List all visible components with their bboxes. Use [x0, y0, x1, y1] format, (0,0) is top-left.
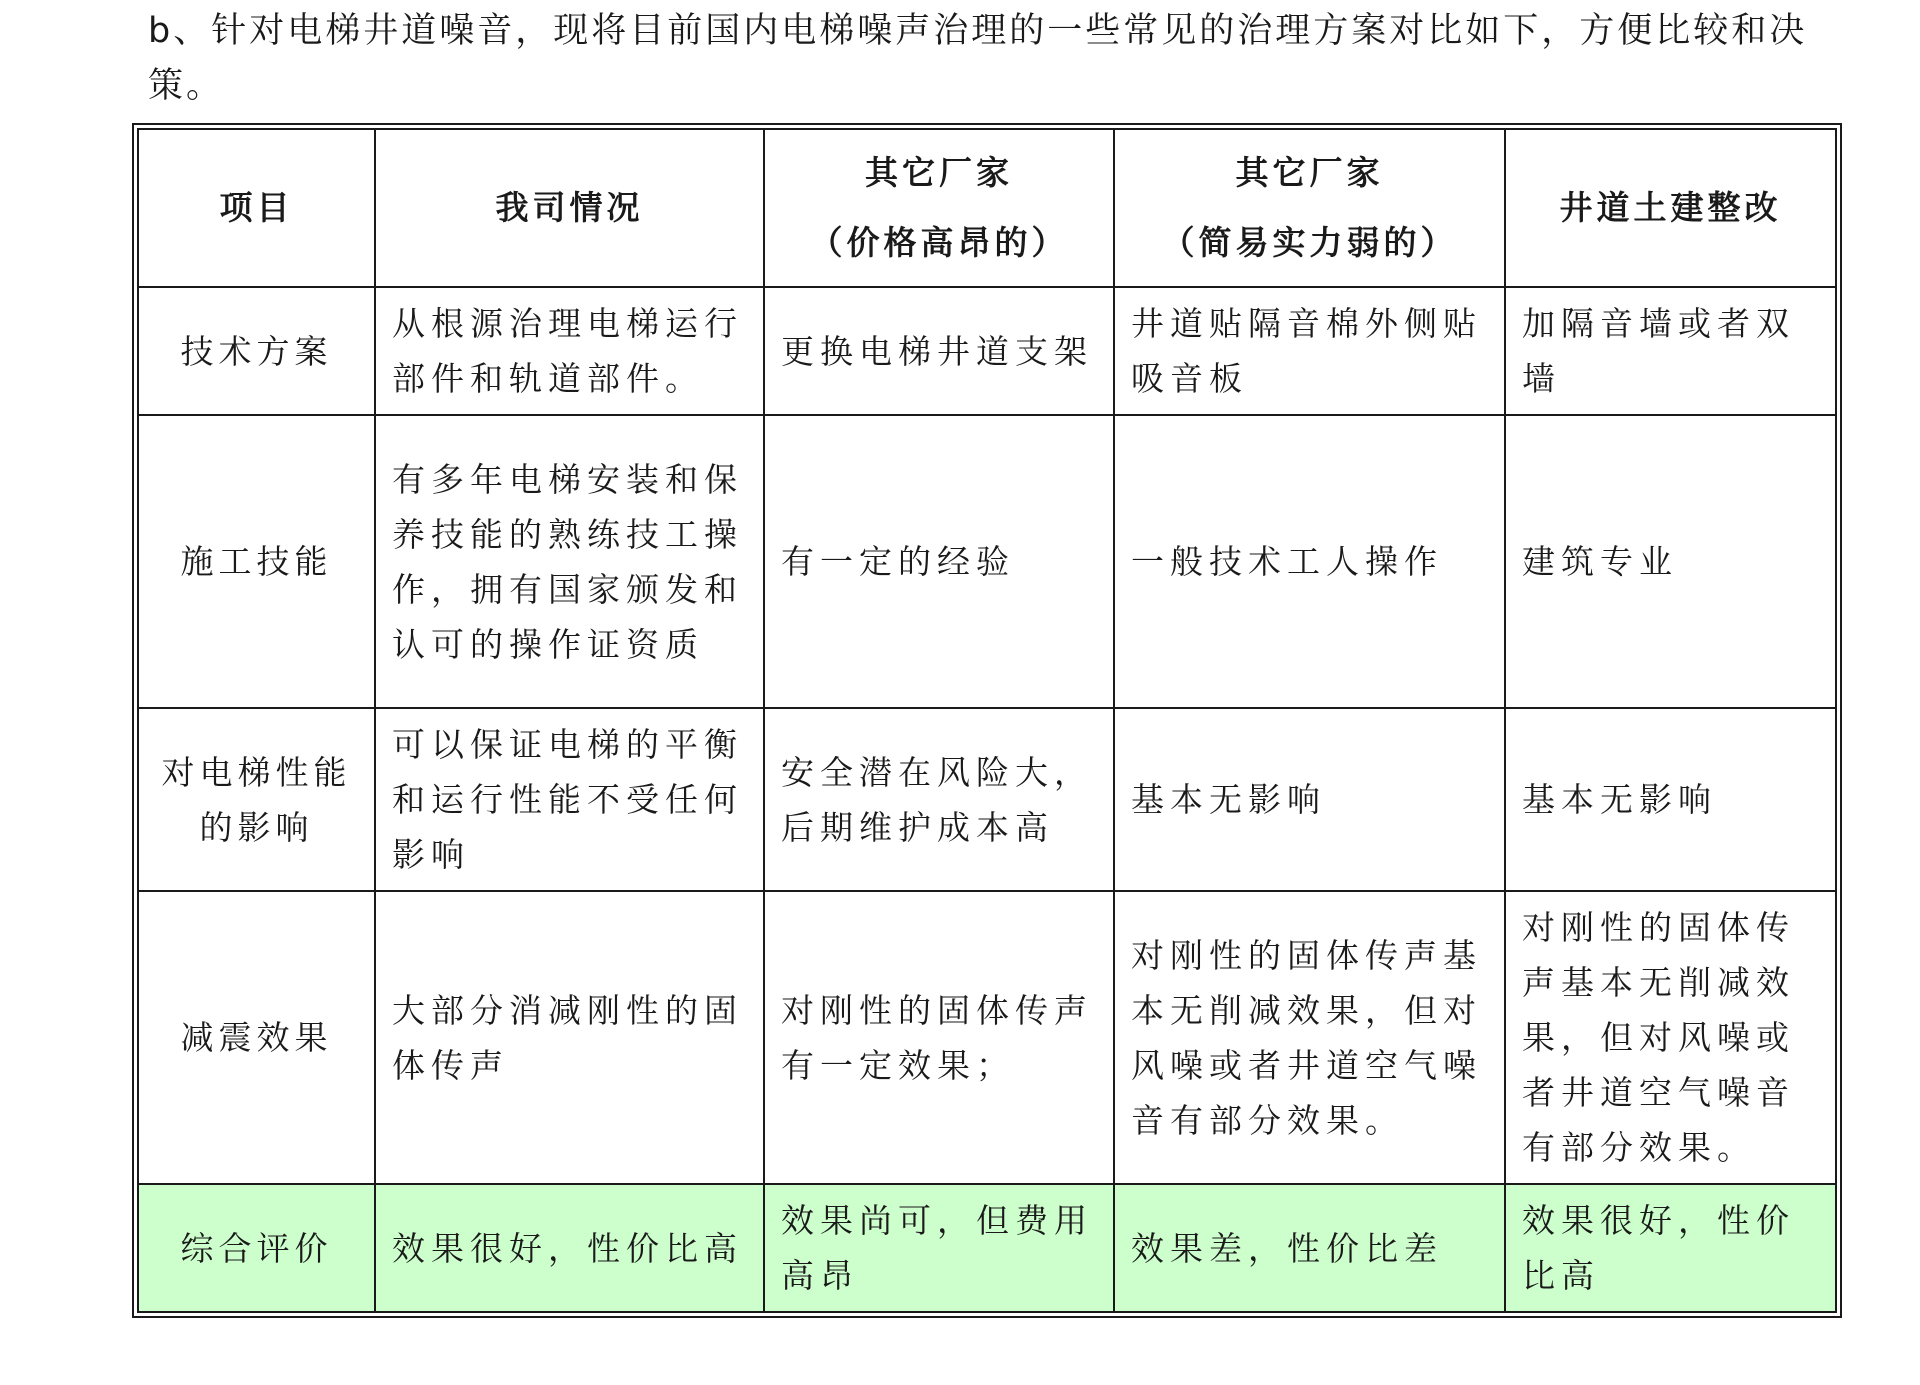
- table-cell: 建筑专业: [1505, 415, 1836, 708]
- row-label: 对电梯性能的影响: [138, 708, 375, 891]
- header-item: [138, 129, 375, 287]
- table-header-row: [138, 129, 1836, 287]
- header-line: 项目: [219, 188, 294, 227]
- header-our-company: [375, 129, 764, 287]
- table-cell: 对刚性的固体传声基本无削减效果，但对风噪或者井道空气噪音有部分效果。: [1114, 891, 1505, 1184]
- row-label: 减震效果: [138, 891, 375, 1184]
- header-shaft-civil-renovation: [1505, 129, 1836, 287]
- table-cell: 安全潜在风险大，后期维护成本高: [764, 708, 1114, 891]
- table-cell: 基本无影响: [1505, 708, 1836, 891]
- table-cell: 对刚性的固体传声基本无削减效果，但对风噪或者井道空气噪音有部分效果。: [1505, 891, 1836, 1184]
- table-cell: 从根源治理电梯运行部件和轨道部件。: [375, 287, 764, 415]
- table-cell: 有多年电梯安装和保养技能的熟练技工操作，拥有国家颁发和认可的操作证资质: [375, 415, 764, 708]
- header-line: 其它厂家: [1235, 153, 1384, 192]
- table-cell: 一般技术工人操作: [1114, 415, 1505, 708]
- table-cell: 效果很好，性价比高: [375, 1184, 764, 1312]
- table-row-vibration-reduction: [138, 891, 1836, 1184]
- header-line: 其它厂家: [865, 153, 1013, 192]
- table-row-performance-impact: [138, 708, 1836, 891]
- table-cell: 基本无影响: [1114, 708, 1505, 891]
- table-cell: 效果差，性价比差: [1114, 1184, 1505, 1312]
- intro-paragraph: b、针对电梯井道噪音，现将目前国内电梯噪声治理的一些常见的治理方案对比如下，方便比较和决策。: [148, 11, 1808, 106]
- table-cell: 加隔音墙或者双墙: [1505, 287, 1836, 415]
- table-cell: 井道贴隔音棉外侧贴吸音板: [1114, 287, 1505, 415]
- table-cell: 效果很好，性价比高: [1505, 1184, 1836, 1312]
- table-row-construction-skill: [138, 415, 1836, 708]
- comparison-table: [137, 128, 1837, 1313]
- table-cell: 大部分消减刚性的固体传声: [375, 891, 764, 1184]
- header-other-vendor-simple: [1114, 129, 1505, 287]
- table-cell: 对刚性的固体传声有一定效果；: [764, 891, 1114, 1184]
- row-label: 技术方案: [138, 287, 375, 415]
- header-line: （简易实力弱的）: [1161, 223, 1458, 262]
- header-line: 井道土建整改: [1559, 188, 1782, 227]
- table-row-overall-evaluation: [138, 1184, 1836, 1312]
- header-other-vendor-expensive: [764, 129, 1114, 287]
- table-cell: 更换电梯井道支架: [764, 287, 1114, 415]
- header-line: 我司情况: [495, 188, 644, 227]
- comparison-table-frame: [132, 123, 1842, 1318]
- table-row-technical-plan: [138, 287, 1836, 415]
- table-cell: 可以保证电梯的平衡和运行性能不受任何影响: [375, 708, 764, 891]
- row-label: 综合评价: [138, 1184, 375, 1312]
- table-cell: 有一定的经验: [764, 415, 1114, 708]
- table-cell: 效果尚可，但费用高昂: [764, 1184, 1114, 1312]
- header-line: （价格高昂的）: [809, 223, 1069, 262]
- row-label: 施工技能: [138, 415, 375, 708]
